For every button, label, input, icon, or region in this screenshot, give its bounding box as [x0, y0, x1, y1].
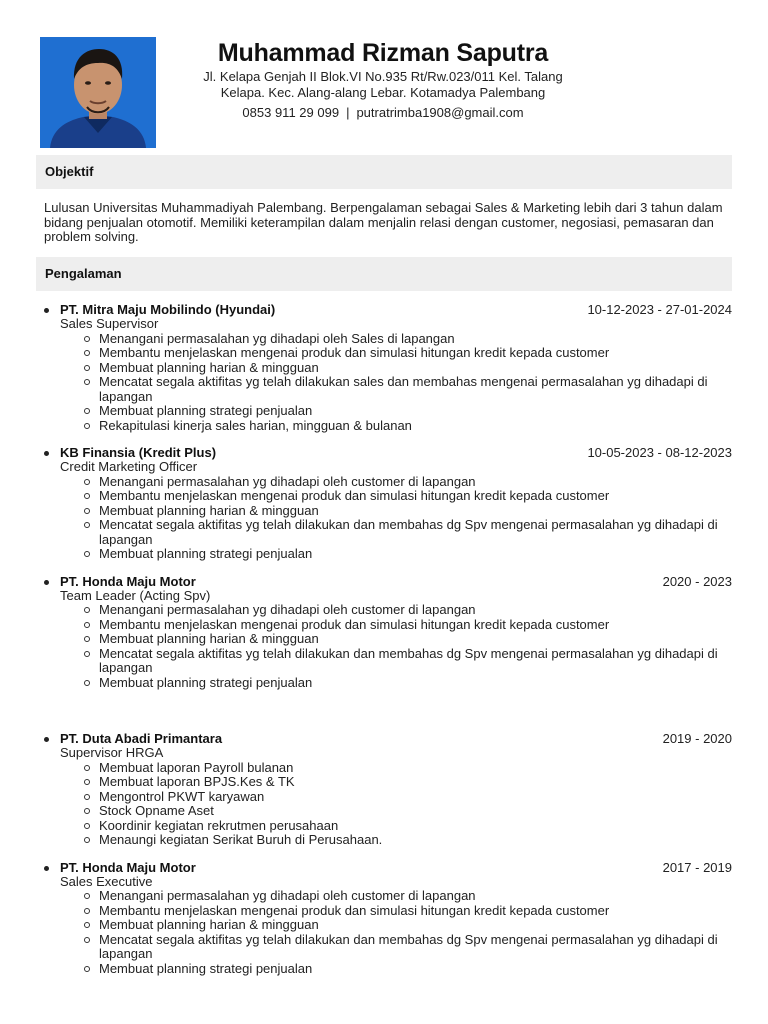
job-company: PT. Duta Abadi Primantara: [60, 731, 223, 746]
duty-item: [84, 489, 732, 504]
duty-item: [84, 332, 732, 347]
duty-item: [84, 904, 732, 919]
circle-bullet-icon: [84, 365, 90, 371]
job-header: [44, 302, 732, 317]
duty-item: [84, 804, 732, 819]
circle-bullet-icon: [84, 808, 90, 814]
address-line-1: Jl. Kelapa Genjah II Blok.VI No.935 Rt/Rw.023/011 Kel. Talang: [203, 69, 563, 84]
experience-list: [0, 302, 768, 976]
duty-item: [84, 761, 732, 776]
email-address: putratrimba1908@gmail.com: [356, 105, 524, 120]
duty-list: [84, 889, 732, 976]
duty-text: Membantu menjelaskan mengenai produk dan simulasi hitungan kredit kepada customer: [99, 616, 610, 632]
job-role: Team Leader (Acting Spv): [60, 587, 211, 603]
duty-item: [84, 404, 732, 419]
profile-photo: [40, 37, 156, 148]
duty-text: Membuat planning harian & mingguan: [99, 631, 319, 646]
duty-item: [84, 790, 732, 805]
duty-list: [84, 761, 732, 848]
circle-bullet-icon: [84, 423, 90, 429]
job-company: PT. Mitra Maju Mobilindo (Hyundai): [60, 302, 276, 317]
circle-bullet-icon: [84, 350, 90, 356]
duty-item: [84, 419, 732, 434]
job-header: [44, 574, 732, 589]
duty-item: [84, 833, 732, 848]
circle-bullet-icon: [84, 823, 90, 829]
duty-item: [84, 361, 732, 376]
job-header: [44, 860, 732, 875]
circle-bullet-icon: [84, 508, 90, 514]
candidate-name: Muhammad Rizman Saputra: [217, 39, 549, 67]
contact-separator: |: [346, 105, 350, 120]
duty-text: Mencatat segala aktifitas yg telah dilakukan dan membahas dg Spv mengenai permasalahan yg dihadapi di lapangan: [99, 931, 718, 961]
circle-bullet-icon: [84, 493, 90, 499]
bullet-icon: [44, 308, 49, 313]
duty-text: Membuat planning strategi penjualan: [99, 960, 313, 976]
circle-bullet-icon: [84, 779, 90, 785]
circle-bullet-icon: [84, 908, 90, 914]
duty-list: [84, 603, 732, 690]
duty-item: [84, 547, 732, 562]
bullet-icon: [44, 866, 49, 871]
job-role: Sales Executive: [60, 873, 153, 889]
circle-bullet-icon: [84, 408, 90, 414]
job-date: 2020 - 2023: [662, 573, 732, 589]
phone-number: 0853 911 29 099: [242, 105, 340, 120]
duty-list: [84, 475, 732, 562]
job-date: 10-05-2023 - 08-12-2023: [587, 445, 732, 460]
duty-text: Membuat planning harian & mingguan: [99, 502, 319, 518]
duty-text: Membuat laporan BPJS.Kes & TK: [99, 774, 295, 789]
resume-header: [160, 38, 606, 120]
job-role: Sales Supervisor: [60, 316, 159, 331]
duty-text: Rekapitulasi kinerja sales harian, mingguan & bulanan: [99, 417, 412, 433]
duty-text: Membuat planning harian & mingguan: [99, 359, 319, 375]
job-date: 10-12-2023 - 27-01-2024: [587, 302, 732, 317]
duty-text: Membuat planning strategi penjualan: [99, 403, 313, 418]
objective-text: Lulusan Universitas Muhammadiyah Palembang. Berpengalaman sebagai Sales & Marketing lebih dari 3 tahun dalam bidang penjualan otomotif. Memiliki keterampilan dalam menjalin relasi dengan customer, negosiasi, pemasaran dan problem solving.: [44, 200, 723, 244]
duty-item: [84, 618, 732, 633]
duty-item: [84, 375, 732, 404]
duty-text: Mencatat segala aktifitas yg telah dilakukan sales dan membahas mengenai permasalahan yg dihadapi di lapangan: [99, 374, 708, 404]
duty-item: [84, 676, 732, 691]
circle-bullet-icon: [84, 966, 90, 972]
circle-bullet-icon: [84, 893, 90, 899]
objective-section-header: Objektif: [36, 155, 732, 189]
duty-item: [84, 603, 732, 618]
duty-item: [84, 632, 732, 647]
duty-text: Membantu menjelaskan mengenai produk dan simulasi hitungan kredit kepada customer: [99, 345, 610, 360]
job-date: 2017 - 2019: [662, 859, 732, 875]
job-role: Credit Marketing Officer: [60, 459, 198, 474]
circle-bullet-icon: [84, 336, 90, 342]
bullet-icon: [44, 451, 49, 456]
duty-text: Mencatat segala aktifitas yg telah dilakukan dan membahas dg Spv mengenai permasalahan yg dihadapi di lapangan: [99, 645, 718, 675]
duty-text: Menaungi kegiatan Serikat Buruh di Perusahaan.: [99, 832, 383, 847]
circle-bullet-icon: [84, 837, 90, 843]
circle-bullet-icon: [84, 551, 90, 557]
job-role: Supervisor HRGA: [60, 745, 164, 760]
job-entry: [44, 574, 732, 691]
duty-item: [84, 933, 732, 962]
circle-bullet-icon: [84, 651, 90, 657]
circle-bullet-icon: [84, 622, 90, 628]
duty-text: Mengontrol PKWT karyawan: [99, 788, 265, 804]
job-header: [44, 445, 732, 460]
address-line-2: Kelapa. Kec. Alang-alang Lebar. Kotamadya Palembang: [220, 85, 546, 100]
duty-item: [84, 775, 732, 790]
duty-text: Menangani permasalahan yg dihadapi oleh customer di lapangan: [99, 888, 476, 903]
circle-bullet-icon: [84, 794, 90, 800]
duty-text: Mencatat segala aktifitas yg telah dilakukan dan membahas dg Spv mengenai permasalahan yg dihadapi di lapangan: [99, 517, 718, 547]
duty-item: [84, 518, 732, 547]
duty-item: [84, 647, 732, 676]
circle-bullet-icon: [84, 522, 90, 528]
job-date: 2019 - 2020: [662, 731, 732, 746]
job-header: [44, 731, 732, 746]
duty-item: [84, 889, 732, 904]
circle-bullet-icon: [84, 636, 90, 642]
circle-bullet-icon: [84, 937, 90, 943]
experience-section-header: Pengalaman: [36, 257, 732, 291]
duty-text: Membantu menjelaskan mengenai produk dan simulasi hitungan kredit kepada customer: [99, 488, 610, 503]
bullet-icon: [44, 737, 49, 742]
duty-item: [84, 962, 732, 977]
job-company: KB Finansia (Kredit Plus): [60, 445, 217, 460]
job-entry: [44, 860, 732, 977]
circle-bullet-icon: [84, 379, 90, 385]
duty-text: Stock Opname Aset: [99, 803, 214, 818]
person-portrait-icon: [40, 37, 156, 148]
job-entry: [44, 445, 732, 562]
job-entry: [44, 302, 732, 433]
duty-item: [84, 504, 732, 519]
duty-item: [84, 918, 732, 933]
circle-bullet-icon: [84, 680, 90, 686]
duty-text: Menangani permasalahan yg dihadapi oleh Sales di lapangan: [99, 330, 455, 346]
duty-text: Membantu menjelaskan mengenai produk dan simulasi hitungan kredit kepada customer: [99, 902, 610, 918]
circle-bullet-icon: [84, 607, 90, 613]
duty-text: Membuat planning harian & mingguan: [99, 917, 319, 932]
job-company: PT. Honda Maju Motor: [60, 859, 196, 875]
duty-item: [84, 475, 732, 490]
duty-item: [84, 819, 732, 834]
circle-bullet-icon: [84, 479, 90, 485]
contact-line: [160, 105, 606, 120]
duty-text: Menangani permasalahan yg dihadapi oleh customer di lapangan: [99, 473, 476, 489]
duty-item: [84, 346, 732, 361]
duty-text: Membuat planning strategi penjualan: [99, 546, 313, 561]
job-company: PT. Honda Maju Motor: [60, 573, 196, 589]
circle-bullet-icon: [84, 922, 90, 928]
job-entry: [44, 731, 732, 848]
duty-text: Membuat planning strategi penjualan: [99, 674, 313, 690]
bullet-icon: [44, 580, 49, 585]
duty-text: Menangani permasalahan yg dihadapi oleh customer di lapangan: [99, 602, 476, 617]
duty-list: [84, 332, 732, 434]
duty-text: Membuat laporan Payroll bulanan: [99, 759, 294, 775]
duty-text: Koordinir kegiatan rekrutmen perusahaan: [99, 817, 339, 833]
circle-bullet-icon: [84, 765, 90, 771]
